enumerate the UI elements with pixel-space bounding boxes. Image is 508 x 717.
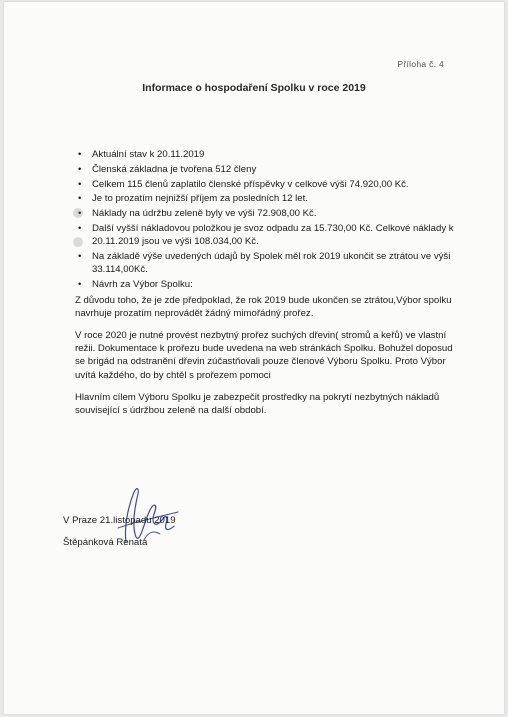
bullet-item: • Členská základna je tvořena 512 členy [78, 163, 257, 175]
bullet-icon: • [78, 250, 82, 262]
scan-smudge [73, 237, 83, 247]
bullet-icon: • [78, 278, 82, 290]
place-date: V Praze 21.listopadu 2019 [63, 515, 176, 526]
bullet-item: • Návrh za Výbor Spolku: [78, 278, 193, 290]
paragraph-pruning: V roce 2020 je nutné provést nezbytný prořez suchých dřevin( stromů a keřů) ve vlastní režii. Dokumentace k prořezu bude uvedena na web stránkách Spolku. Bohužel doposud se brigád na odstranění dřevin zúčastňovali pouze členové Výboru Spolku. Proto Výbor uvítá každého, do by chtěl s prořezem pomoci [75, 330, 453, 381]
bullet-icon: • [78, 178, 82, 190]
bullet-item: • Na základě výše uvedených údajů by Spolek měl rok 2019 ukončit se ztrátou ve výši 33.114,00Kč. [78, 250, 451, 276]
document-title: Informace o hospodaření Spolku v roce 2019 [142, 82, 366, 94]
paragraph-goal: Hlavním cílem Výboru Spolku je zabezpečit prostředky na pokrytí nezbytných nákladů související s údržbou zeleně na další období. [75, 392, 440, 417]
signatory-name: Štěpánková Renata [63, 537, 148, 548]
bullet-icon: • [78, 222, 82, 234]
attachment-label: Příloha č. 4 [397, 59, 444, 69]
bullet-icon: • [78, 193, 82, 205]
paragraph-loss: Z důvodu toho, že je zde předpoklad, že rok 2019 bude ukončen se ztrátou,Výbor spolku navrhuje prozatím neprovádět žádný mimořádný prořez. [75, 295, 452, 320]
bullet-item: • Aktuální stav k 20.11.2019 [78, 149, 205, 160]
bullet-item: • Je to prozatím nejnižší příjem za posledních 12 let. [78, 193, 308, 205]
bullet-icon: • [78, 208, 82, 220]
bullet-item: • Celkem 115 členů zaplatilo členské příspěvky v celkové výši 74.920,00 Kč. [78, 178, 409, 190]
bullet-item: • Další vyšší nákladovou položkou je svoz odpadu za 15.730,00 Kč. Celkové náklady k 20.11.2019 jsou ve výši 108.034,00 Kč. [78, 222, 454, 248]
document-page [4, 2, 504, 714]
bullet-icon: • [78, 149, 82, 160]
bullet-list [75, 148, 455, 293]
bullet-item: • Náklady na údržbu zeleně byly ve výši 72.908,00 Kč. [78, 208, 317, 220]
bullet-icon: • [78, 163, 82, 175]
scan-smudge [73, 208, 83, 218]
